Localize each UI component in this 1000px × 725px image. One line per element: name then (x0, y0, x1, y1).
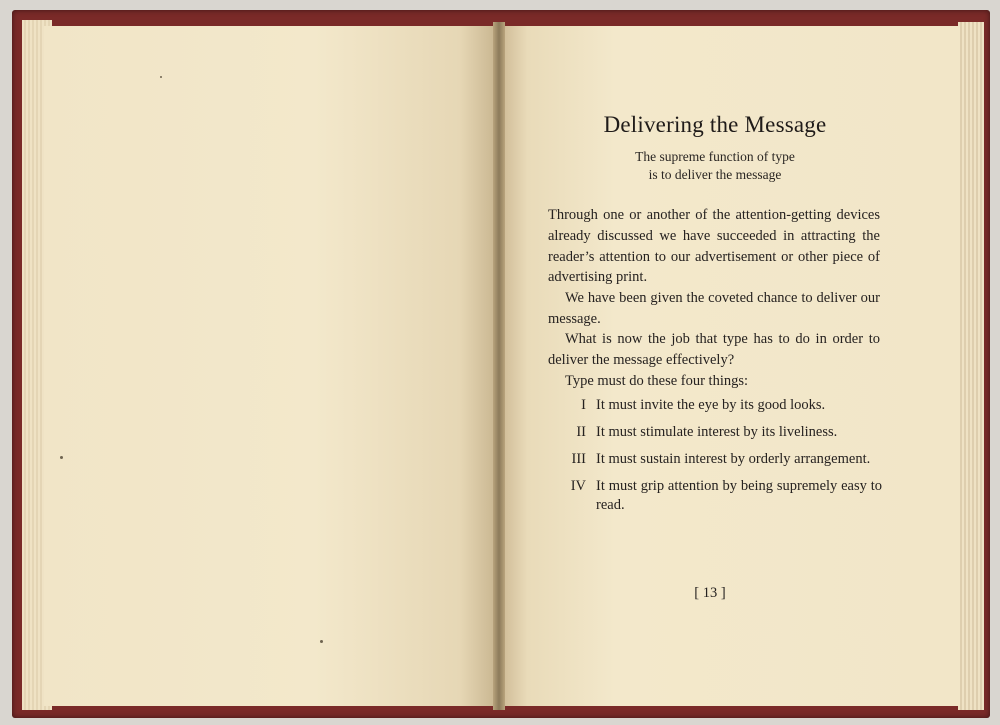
left-page (44, 26, 496, 706)
requirements-list (548, 396, 882, 523)
chapter-subtitle (580, 148, 850, 184)
page-number: [ 13 ] (694, 585, 726, 601)
paragraph-4: Type must do these four things: (565, 373, 749, 389)
list-item-number: I (581, 397, 586, 413)
list-item-number: IV (570, 478, 586, 494)
list-item-number: II (576, 424, 586, 440)
subtitle-line: is to deliver the message (648, 167, 782, 182)
paragraph-1: Through one or another of the attention-getting devices already discussed we have succeeded in attracting the reader’s attention to our advertisement or other piece of advertising print. (548, 207, 880, 286)
list-item (548, 423, 882, 442)
paragraph-2: We have been given the coveted chance to deliver our message. (548, 290, 880, 327)
list-item (548, 396, 882, 415)
paper-speck (60, 456, 63, 459)
paper-speck (320, 640, 323, 643)
paragraph-3: What is now the job that type has to do in order to deliver the message effectively? (548, 331, 880, 368)
subtitle-line: The supreme function of type (635, 149, 795, 164)
book-gutter (493, 22, 505, 710)
list-item-text: It must invite the eye by its good looks. (596, 397, 826, 413)
list-item-text: It must grip attention by being supremely easy to read. (596, 478, 882, 513)
list-item-text: It must sustain interest by orderly arrangement. (596, 451, 871, 467)
list-item (548, 450, 882, 469)
list-item-text: It must stimulate interest by its liveliness. (596, 424, 838, 440)
right-page-edges (958, 22, 984, 710)
paper-speck (160, 76, 162, 78)
list-item (548, 477, 882, 515)
list-item-number: III (571, 451, 586, 467)
chapter-title: Delivering the Message (603, 112, 827, 137)
